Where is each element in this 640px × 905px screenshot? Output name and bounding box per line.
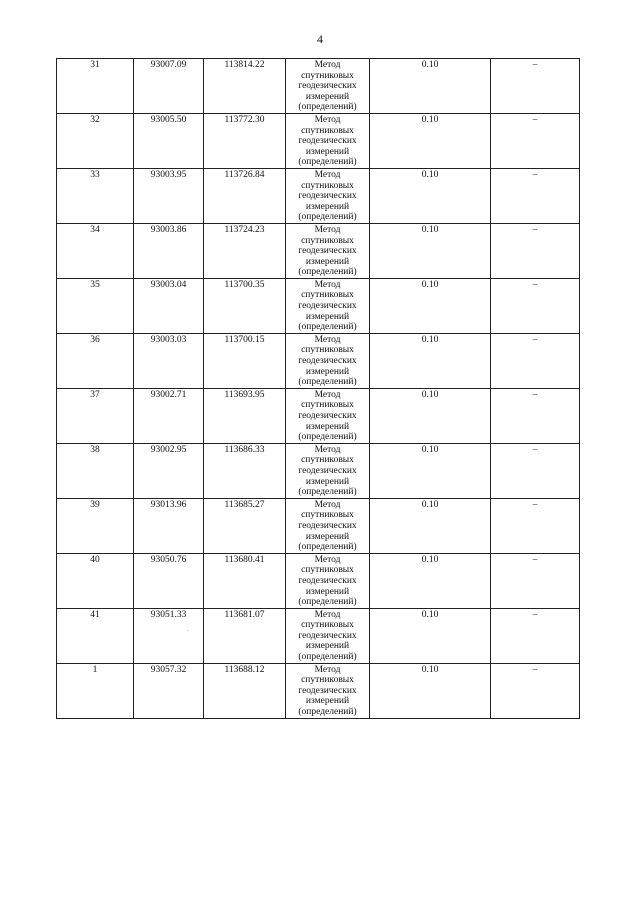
method-cell: Метод спутниковых геодезических измерений (определений): [286, 278, 370, 333]
point-number-cell: 31: [57, 59, 134, 114]
y-coordinate-cell: 113688.12: [204, 663, 286, 718]
accuracy-cell: 0.10: [370, 59, 491, 114]
x-coordinate-cell: 93013.96: [134, 498, 204, 553]
table-row: [57, 388, 580, 443]
method-cell: Метод спутниковых геодезических измерений (определений): [286, 553, 370, 608]
coordinates-table-body: [57, 59, 580, 719]
description-cell: –: [491, 498, 580, 553]
description-cell: –: [491, 663, 580, 718]
scan-speck: [187, 630, 188, 631]
point-number-cell: 40: [57, 553, 134, 608]
table-row: [57, 498, 580, 553]
x-coordinate-cell: 93003.95: [134, 168, 204, 223]
x-coordinate-cell: 93007.09: [134, 59, 204, 114]
table-row: [57, 553, 580, 608]
point-number-cell: 34: [57, 223, 134, 278]
accuracy-cell: 0.10: [370, 663, 491, 718]
description-cell: –: [491, 59, 580, 114]
method-cell: Метод спутниковых геодезических измерений (определений): [286, 498, 370, 553]
y-coordinate-cell: 113680.41: [204, 553, 286, 608]
y-coordinate-cell: 113726.84: [204, 168, 286, 223]
table-row: [57, 663, 580, 718]
x-coordinate-cell: 93003.03: [134, 333, 204, 388]
y-coordinate-cell: 113814.22: [204, 59, 286, 114]
table-row: [57, 223, 580, 278]
y-coordinate-cell: 113693.95: [204, 388, 286, 443]
table-row: [57, 443, 580, 498]
x-coordinate-cell: 93003.86: [134, 223, 204, 278]
x-coordinate-cell: 93051.33: [134, 608, 204, 663]
x-coordinate-cell: 93002.71: [134, 388, 204, 443]
y-coordinate-cell: 113724.23: [204, 223, 286, 278]
description-cell: –: [491, 388, 580, 443]
method-cell: Метод спутниковых геодезических измерений (определений): [286, 223, 370, 278]
x-coordinate-cell: 93050.76: [134, 553, 204, 608]
description-cell: –: [491, 113, 580, 168]
y-coordinate-cell: 113772.30: [204, 113, 286, 168]
y-coordinate-cell: 113700.15: [204, 333, 286, 388]
point-number-cell: 37: [57, 388, 134, 443]
description-cell: –: [491, 553, 580, 608]
point-number-cell: 33: [57, 168, 134, 223]
x-coordinate-cell: 93002.95: [134, 443, 204, 498]
x-coordinate-cell: 93057.32: [134, 663, 204, 718]
description-cell: –: [491, 168, 580, 223]
table-row: [57, 608, 580, 663]
method-cell: Метод спутниковых геодезических измерений (определений): [286, 388, 370, 443]
table-row: [57, 168, 580, 223]
table-row: [57, 113, 580, 168]
accuracy-cell: 0.10: [370, 443, 491, 498]
x-coordinate-cell: 93005.50: [134, 113, 204, 168]
accuracy-cell: 0.10: [370, 333, 491, 388]
x-coordinate-cell: 93003.04: [134, 278, 204, 333]
point-number-cell: 41: [57, 608, 134, 663]
accuracy-cell: 0.10: [370, 113, 491, 168]
description-cell: –: [491, 608, 580, 663]
point-number-cell: 1: [57, 663, 134, 718]
accuracy-cell: 0.10: [370, 388, 491, 443]
point-number-cell: 35: [57, 278, 134, 333]
accuracy-cell: 0.10: [370, 223, 491, 278]
method-cell: Метод спутниковых геодезических измерений (определений): [286, 168, 370, 223]
page-number: 4: [317, 32, 323, 46]
accuracy-cell: 0.10: [370, 168, 491, 223]
method-cell: Метод спутниковых геодезических измерений (определений): [286, 608, 370, 663]
y-coordinate-cell: 113686.33: [204, 443, 286, 498]
accuracy-cell: 0.10: [370, 553, 491, 608]
description-cell: –: [491, 223, 580, 278]
point-number-cell: 38: [57, 443, 134, 498]
point-number-cell: 36: [57, 333, 134, 388]
method-cell: Метод спутниковых геодезических измерений (определений): [286, 59, 370, 114]
accuracy-cell: 0.10: [370, 498, 491, 553]
method-cell: Метод спутниковых геодезических измерений (определений): [286, 333, 370, 388]
table-row: [57, 278, 580, 333]
y-coordinate-cell: 113700.35: [204, 278, 286, 333]
coordinates-table: [56, 58, 580, 719]
y-coordinate-cell: 113681.07: [204, 608, 286, 663]
method-cell: Метод спутниковых геодезических измерений (определений): [286, 113, 370, 168]
point-number-cell: 32: [57, 113, 134, 168]
method-cell: Метод спутниковых геодезических измерений (определений): [286, 663, 370, 718]
accuracy-cell: 0.10: [370, 278, 491, 333]
table-row: [57, 333, 580, 388]
method-cell: Метод спутниковых геодезических измерений (определений): [286, 443, 370, 498]
table-row: [57, 59, 580, 114]
description-cell: –: [491, 333, 580, 388]
point-number-cell: 39: [57, 498, 134, 553]
description-cell: –: [491, 278, 580, 333]
accuracy-cell: 0.10: [370, 608, 491, 663]
description-cell: –: [491, 443, 580, 498]
y-coordinate-cell: 113685.27: [204, 498, 286, 553]
